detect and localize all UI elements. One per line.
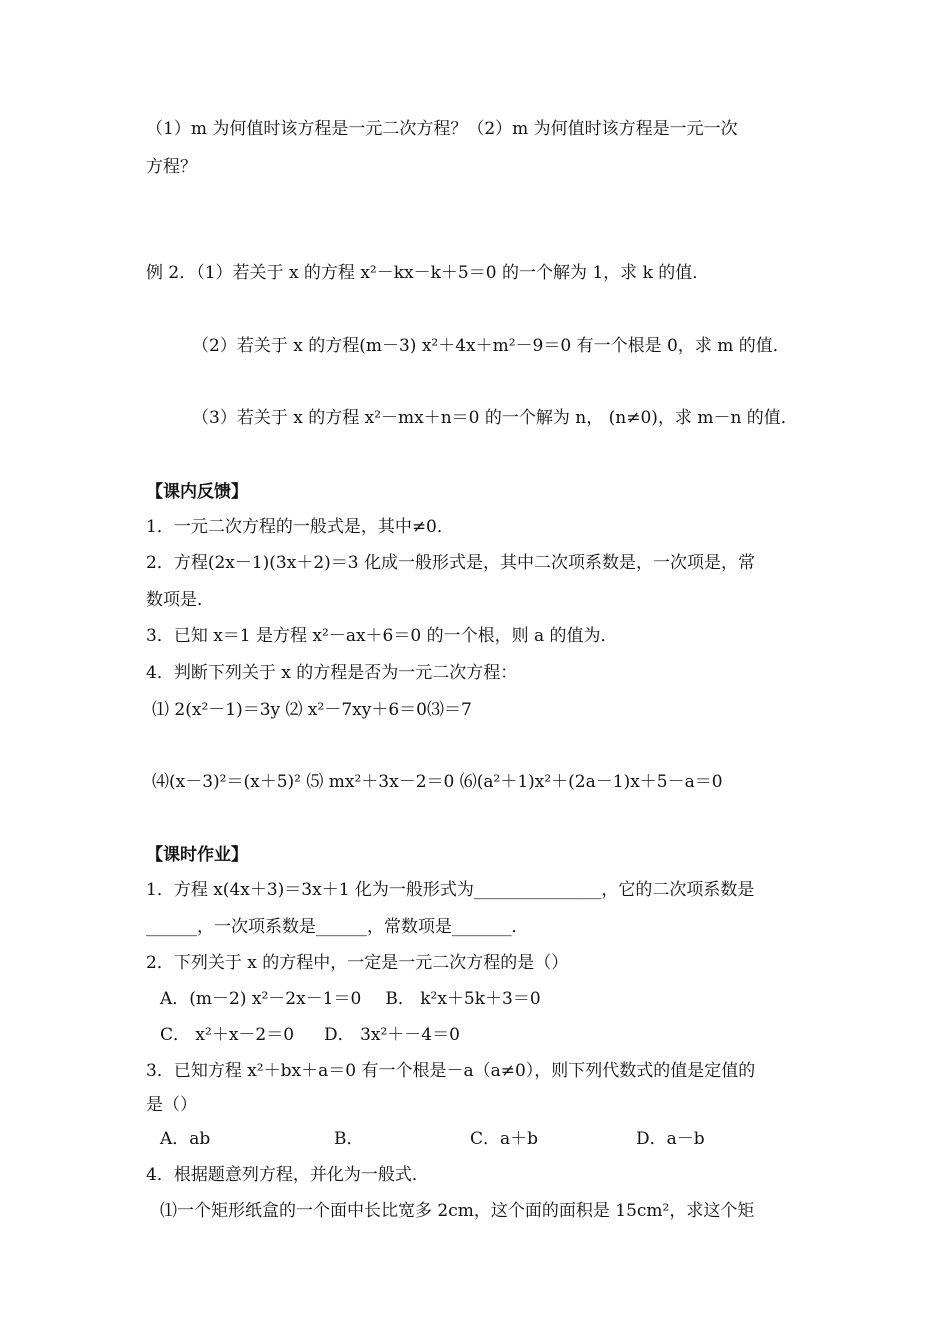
intro-question-line-2: 方程？ — [146, 157, 197, 177]
homework-item-2-options-row-1 — [160, 991, 541, 1008]
homework-item-2-option-d: D． 3x²＋－4＝0 — [324, 1025, 460, 1045]
homework-item-2: 2．下列关于 x 的方程中，一定是一元二次方程的是（） — [146, 953, 569, 973]
homework-item-3-option-c: C．a＋b — [470, 1129, 539, 1149]
feedback-item-1: 1．一元二次方程的一般式是，其中≠0． — [146, 517, 454, 537]
homework-item-3-option-d: D．a－b — [636, 1129, 705, 1149]
homework-item-1-line-1: 1．方程 x(4x＋3)＝3x＋1 化为一般形式为_______________，它的二次项系数是 — [146, 880, 755, 900]
homework-item-4: 4．根据题意列方程，并化为一般式． — [146, 1165, 429, 1185]
feedback-heading: 【课内反馈】 — [146, 482, 248, 502]
feedback-item-2-line-2: 数项是． — [146, 590, 214, 610]
feedback-item-2-line-1: 2．方程(2x－1)(3x＋2)＝3 化成一般形式是，其中二次项系数是，一次项是，常 — [146, 553, 756, 573]
intro-question-line-1: （1）m 为何值时该方程是一元二次方程？（2）m 为何值时该方程是一元一次 — [146, 119, 738, 139]
example2-question-3: （3）若关于 x 的方程 x²－mx＋n＝0 的一个解为 n， (n≠0)，求 m－n 的值． — [192, 408, 798, 428]
homework-item-2-option-a: A．(m－2) x²－2x－1＝0 — [160, 989, 362, 1009]
homework-item-3-line-2: 是（） — [146, 1095, 197, 1115]
feedback-item-3: 3．已知 x＝1 是方程 x²－ax＋6＝0 的一个根，则 a 的值为． — [146, 626, 618, 646]
homework-item-3-option-a: A．ab — [160, 1129, 211, 1149]
feedback-equation-row-2: ⑷(x－3)²＝(x＋5)² ⑸ mx²＋3x－2＝0 ⑹(a²＋1)x²＋(2a－1)x＋5－a＝0 — [152, 772, 723, 792]
homework-heading: 【课时作业】 — [146, 845, 248, 865]
feedback-equation-row-1: ⑴ 2(x²－1)＝3y ⑵ x²－7xy＋6＝0⑶＝7 — [152, 700, 472, 720]
homework-item-3-line-1: 3．已知方程 x²＋bx＋a＝0 有一个根是－a（a≠0），则下列代数式的值是定值的 — [146, 1061, 756, 1081]
homework-item-1-line-2: ______，一次项系数是______，常数项是_______． — [146, 917, 529, 937]
homework-item-2-options-row-2 — [160, 1027, 460, 1044]
homework-item-3-option-b: B． — [334, 1129, 364, 1149]
example2-question-1: 例 2．（1）若关于 x 的方程 x²－kx－k＋5＝0 的一个解为 1，求 k 的值． — [146, 263, 710, 283]
homework-item-2-option-b: B． k²x＋5k＋3＝0 — [385, 989, 541, 1009]
example2-question-2: （2）若关于 x 的方程(m－3) x²＋4x＋m²－9＝0 有一个根是 0，求 m 的值． — [192, 336, 790, 356]
feedback-item-4: 4．判断下列关于 x 的方程是否为一元二次方程： — [146, 663, 518, 683]
homework-item-2-option-c: C． x²＋x－2＝0 — [160, 1025, 295, 1045]
homework-item-4-sub-1: ⑴一个矩形纸盒的一个面中长比宽多 2cm，这个面的面积是 15cm²，求这个矩 — [160, 1201, 755, 1221]
